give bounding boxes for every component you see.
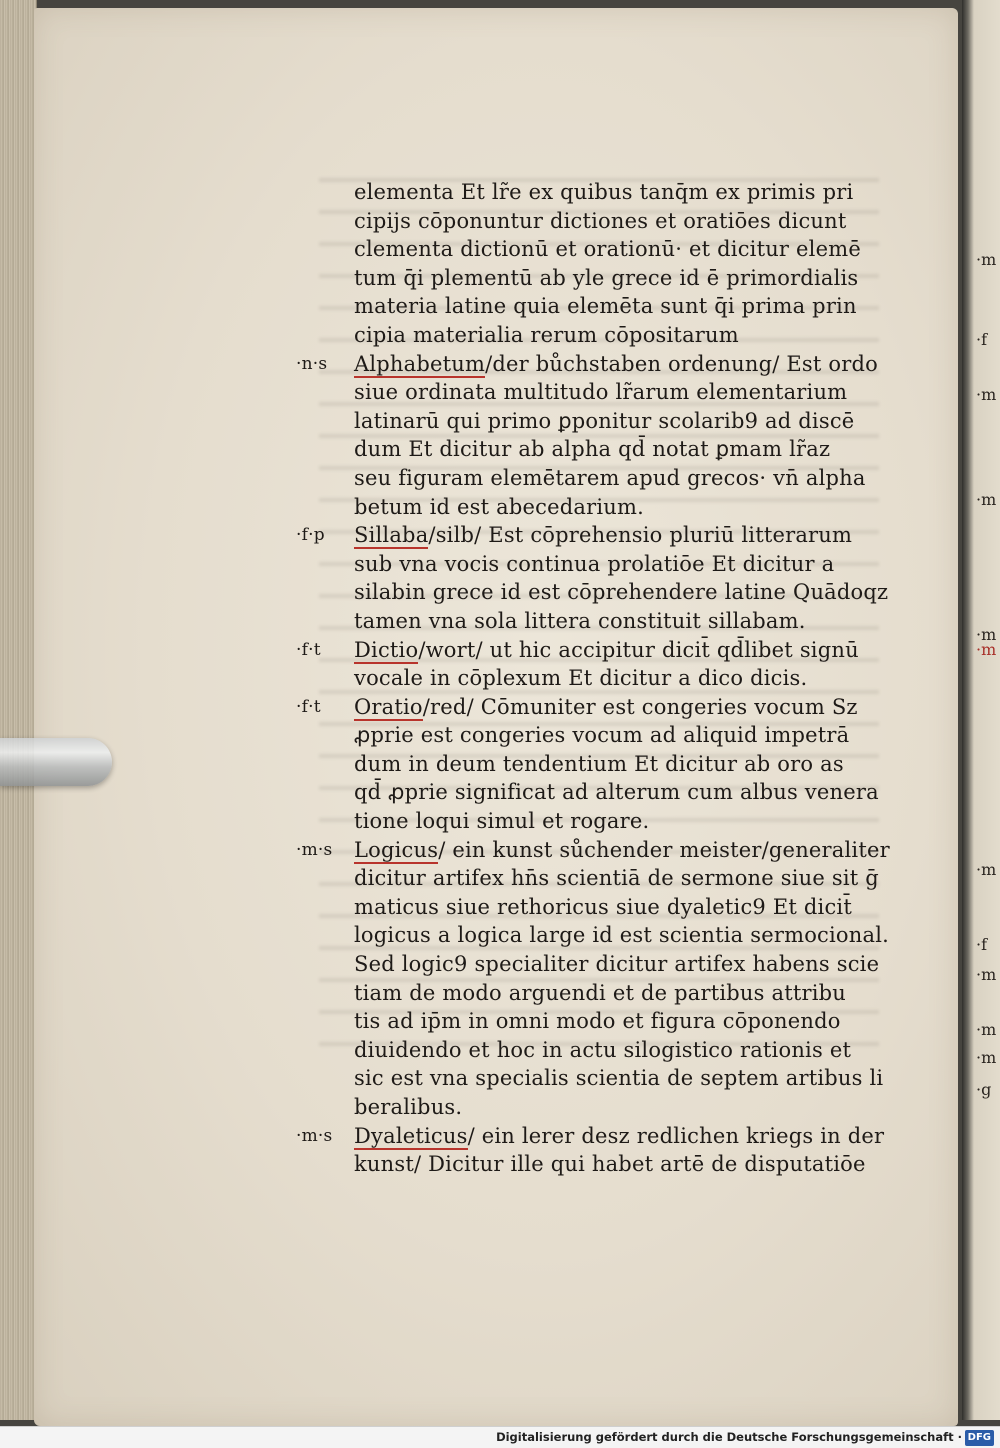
text-line: [296, 550, 856, 579]
line-body: [354, 1064, 883, 1093]
line-body: [354, 435, 830, 464]
line-text: cipijs cōponuntur dictiones et oratiōes dicunt: [354, 208, 847, 233]
headword-lemma: Alphabetum: [354, 351, 486, 376]
adjacent-page-margin-mark: ·m: [976, 860, 997, 879]
text-line: [296, 864, 879, 893]
line-text: vocale in cōplexum Et dicitur a dico dicis.: [354, 666, 808, 691]
line-text: clementa dictionū et orationū· et dicitur elemē: [354, 237, 861, 262]
line-text: materia latine quia elemēta sunt q̄i prima prin: [354, 294, 857, 319]
line-body: [354, 378, 847, 407]
printed-text-block: [296, 178, 890, 1179]
text-line: [296, 1064, 884, 1093]
line-body: [354, 893, 852, 922]
adjacent-page-edge: [962, 0, 1000, 1420]
line-body: [354, 721, 849, 750]
line-body: [354, 1150, 866, 1179]
line-body: [354, 493, 644, 522]
text-line: [296, 321, 856, 350]
text-line: [296, 178, 856, 207]
line-text: tione loqui simul et rogare.: [354, 809, 650, 834]
line-body: [354, 664, 807, 693]
line-text: / ein kunst sůchender meister/generaliter: [438, 837, 890, 862]
line-text: /red/ Cōmuniter est congeries vocum Sz: [422, 694, 858, 719]
text-line: [296, 464, 866, 493]
line-text: betum id est abecedarium.: [354, 494, 644, 519]
page-clip: [0, 738, 112, 786]
line-text: sub vna vocis continua prolatiōe Et dicitur a: [354, 551, 835, 576]
text-line: [296, 979, 856, 1008]
text-line: [296, 264, 859, 293]
adjacent-page-margin-mark: ·m: [976, 250, 997, 269]
line-body: [354, 1007, 841, 1036]
line-body: [354, 778, 879, 807]
marginal-grammar-label: ·f·t: [296, 639, 321, 660]
line-body: [354, 235, 861, 264]
text-line: [296, 921, 890, 950]
line-text: latinarū qui primo ꝑponitur scolarib9 ad discē: [354, 408, 855, 433]
text-line: [296, 1150, 866, 1179]
line-body: [354, 1122, 884, 1151]
line-text: maticus siue rethoricus siue dyaletic9 Et dicit̄: [354, 894, 852, 919]
line-text: beralibus.: [354, 1095, 463, 1119]
headword-lemma: Logicus: [354, 837, 439, 862]
line-body: [354, 550, 834, 579]
headword-lemma: Dyaleticus: [354, 1123, 468, 1148]
text-line: [296, 207, 856, 236]
text-line: [296, 664, 856, 693]
line-body: [354, 178, 853, 207]
text-line: [296, 407, 856, 436]
line-text: dum Et dicitur ab alpha qd̄ notat ꝑmam lr̃az: [354, 437, 831, 462]
text-line: [296, 750, 856, 779]
text-line: [296, 578, 889, 607]
line-text: dicitur artifex hn̄s scientiā de sermone siue sit ḡ: [354, 866, 879, 891]
line-body: [354, 950, 879, 979]
adjacent-page-margin-mark: ·m: [976, 1048, 997, 1067]
line-text: logicus a logica large id est scientia sermocional.: [354, 923, 890, 948]
line-text: tamen vna sola littera constituit sillabam.: [354, 608, 806, 633]
text-line: [296, 1007, 856, 1036]
adjacent-page-margin-mark: ·m: [976, 490, 997, 509]
line-text: qd̄ ꝓprie significat ad alterum cum albus venera: [354, 780, 879, 805]
line-body: [354, 207, 847, 236]
text-line: [296, 636, 859, 665]
line-text: seu figuram elemētarem apud grecos· vn̄ alpha: [354, 465, 866, 490]
text-line: [296, 778, 879, 807]
text-line: [296, 950, 880, 979]
text-line: [296, 893, 856, 922]
text-line: [296, 607, 856, 636]
line-body: [354, 464, 866, 493]
line-text: elementa Et lr̃e ex quibus tanq̄m ex primis pri: [354, 180, 854, 204]
text-line: [296, 1122, 885, 1151]
adjacent-page-margin-mark: ·g: [976, 1080, 992, 1099]
text-line: [296, 693, 856, 722]
line-body: [354, 264, 858, 293]
line-body: [354, 636, 859, 665]
line-text: cipia materialia rerum cōpositarum: [354, 322, 739, 347]
adjacent-page-margin-mark: ·m: [976, 625, 997, 644]
adjacent-page-margin-mark: ·m: [976, 1020, 997, 1039]
text-line: [296, 292, 856, 321]
line-text: /wort/ ut hic accipitur dicit̄ qd̄libet signū: [418, 637, 859, 662]
text-line: [296, 721, 856, 750]
headword-lemma: Oratio: [354, 694, 423, 719]
adjacent-page-margin-mark: ·f: [976, 935, 988, 954]
line-text: tum q̄i plementū ab yle grece id ē primordialis: [354, 265, 859, 290]
line-body: [354, 836, 890, 865]
book-fore-edge: [0, 0, 37, 1420]
footer-bar: [0, 1426, 1000, 1448]
headword-lemma: Dictio: [354, 637, 419, 662]
adjacent-page-margin-mark: ·m: [976, 640, 997, 659]
marginal-grammar-label: ·m·s: [296, 839, 333, 860]
marginal-grammar-label: ·f·t: [296, 696, 321, 717]
line-text: / ein lerer desz redlichen kriegs in der: [467, 1123, 885, 1148]
headword-lemma: Sillaba: [354, 523, 429, 548]
line-body: [354, 750, 844, 779]
line-text: dum in deum tendentium Et dicitur ab oro as: [354, 751, 844, 776]
line-text: tis ad ip̄m in omni modo et figura cōponendo: [354, 1009, 841, 1034]
text-line: [296, 1093, 856, 1122]
marginal-grammar-label: ·n·s: [296, 353, 328, 374]
line-body: [354, 350, 878, 379]
text-line: [296, 378, 856, 407]
line-body: [354, 292, 857, 321]
line-text: tiam de modo arguendi et de partibus attribu: [354, 980, 847, 1005]
line-body: [354, 921, 889, 950]
line-body: [354, 979, 846, 1008]
text-line: [296, 493, 856, 522]
text-line: [296, 350, 878, 379]
adjacent-page-margin-mark: ·m: [976, 965, 997, 984]
dfg-logo-icon: DFG: [965, 1430, 994, 1446]
line-body: [354, 578, 888, 607]
text-line: [296, 836, 890, 865]
line-text: sic est vna specialis scientia de septem artibus li: [354, 1066, 884, 1091]
line-text: diuidendo et hoc in actu silogistico rationis et: [354, 1037, 852, 1062]
funding-credit: Digitalisierung gefördert durch die Deutsche Forschungsgemeinschaft ·: [496, 1430, 962, 1444]
line-text: /der bůchstaben ordenung/ Est ordo: [485, 351, 878, 376]
text-line: [296, 235, 861, 264]
adjacent-page-margin-mark: ·m: [976, 385, 997, 404]
text-line: [296, 807, 856, 836]
text-line: [296, 521, 856, 550]
text-line: [296, 435, 856, 464]
line-text: kunst/ Dicitur ille qui habet artē de disputatiōe: [354, 1152, 866, 1177]
marginal-grammar-label: ·f·p: [296, 525, 325, 546]
line-body: [354, 321, 739, 350]
line-body: [354, 1036, 851, 1065]
line-body: [354, 521, 852, 550]
line-text: silabin grece id est cōprehendere latine Quādoqz: [354, 580, 889, 605]
line-body: [354, 407, 854, 436]
text-line: [296, 1036, 856, 1065]
line-body: [354, 693, 858, 722]
line-body: [354, 1093, 462, 1122]
line-text: Sed logic9 specialiter dicitur artifex habens scie: [354, 952, 880, 977]
line-body: [354, 864, 879, 893]
line-body: [354, 607, 806, 636]
line-text: /silb/ Est cōprehensio pluriū litterarum: [428, 523, 853, 548]
line-text: ꝓprie est congeries vocum ad aliquid impetrā: [354, 723, 850, 748]
line-body: [354, 807, 649, 836]
adjacent-page-margin-mark: ·f: [976, 330, 988, 349]
line-text: siue ordinata multitudo lr̃arum elementarium: [354, 380, 848, 405]
marginal-grammar-label: ·m·s: [296, 1125, 333, 1146]
